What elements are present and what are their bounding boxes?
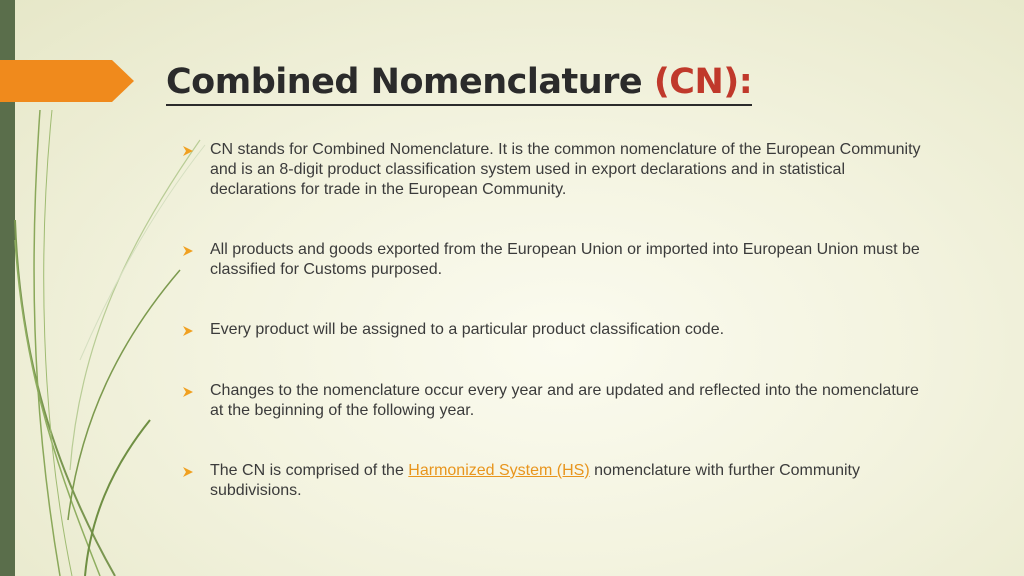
arrow-bullet-icon [182,320,210,340]
bullet-text: CN stands for Combined Nomenclature. It is the common nomenclature of the European Community and is an 8-digit product classification system used in export declarations and in statistical declarations for trade in the European Community. [210,141,921,198]
title-accent: (CN): [653,62,753,102]
list-item [182,320,942,340]
bullet-text: Changes to the nomenclature occur every year and are updated and reflected into the nomenclature at the beginning of the following year. [210,382,919,419]
arrow-bullet-icon [182,461,210,481]
slide-title [166,60,752,106]
title-main: Combined Nomenclature [166,62,654,102]
bullet-text-after: nomenclature with further Community subdivisions. [210,462,860,499]
list-item [182,381,942,421]
arrow-bullet-icon [182,381,210,401]
bullet-text [210,461,930,501]
list-item [182,240,942,280]
bullet-text-before: The CN is comprised of the [210,462,409,479]
bullet-text: Every product will be assigned to a particular product classification code. [210,321,725,338]
list-item [182,461,942,501]
arrow-bullet-icon [182,240,210,260]
title-tab-shape [0,60,134,102]
arrow-bullet-icon [182,140,210,160]
list-item [182,140,942,200]
harmonized-system-link[interactable]: Harmonized System (HS) [408,462,590,479]
bullet-text: All products and goods exported from the European Union or imported into European Union must be classified for Customs purposed. [210,241,920,278]
